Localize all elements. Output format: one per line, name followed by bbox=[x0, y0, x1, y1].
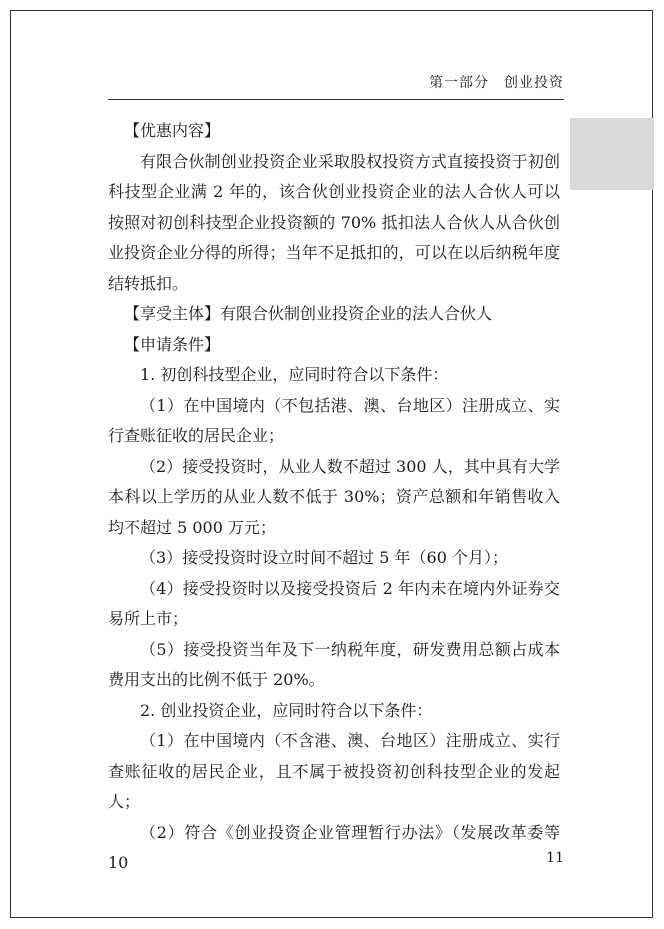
paragraph-benefit: 有限合伙制创业投资企业采取股权投资方式直接投资于初创科技型企业满 2 年的，该合伙创业投资企业的法人合伙人可以按照对初创科技型企业投资额的 70% 抵扣法人合伙人从合伙创业投资企业分得的所得；当年不足抵扣的，可以在以后纳税年度结转抵扣。 bbox=[108, 151, 560, 293]
condition-item: （5）接受投资当年及下一纳税年度，研发费用总额占成本费用支出的比例不低于 20%。 bbox=[108, 639, 560, 689]
condition-item: （3）接受投资时设立时间不超过 5 年（60 个月）； bbox=[140, 548, 508, 567]
condition-item: （2）接受投资时，从业人数不超过 300 人，其中具有大学本科以上学历的从业人数不低于 30%；资产总额和年销售收入均不超过 5 000 万元； bbox=[108, 456, 560, 537]
section-heading-benefit: 【优惠内容】 bbox=[124, 121, 221, 140]
condition-group-1: 1. 初创科技型企业，应同时符合以下条件： bbox=[140, 365, 449, 384]
condition-item: （1）在中国境内（不包括港、澳、台地区）注册成立、实行查账征收的居民企业； bbox=[108, 395, 560, 445]
condition-item: （2）符合《创业投资企业管理暂行办法》（发展改革委等 10 bbox=[108, 822, 560, 872]
condition-item: （1）在中国境内（不含港、澳、台地区）注册成立、实行查账征收的居民企业，且不属于被投资初创科技型企业的发起人； bbox=[108, 731, 560, 811]
running-head: 第一部分 创业投资 bbox=[429, 75, 564, 91]
condition-item: （4）接受投资时以及接受投资后 2 年内未在境内外证券交易所上市； bbox=[108, 578, 560, 628]
section-heading-beneficiary: 【享受主体】有限合伙制创业投资企业的法人合伙人 bbox=[124, 304, 493, 323]
section-heading-conditions: 【申请条件】 bbox=[124, 334, 221, 354]
header-rule bbox=[108, 99, 564, 100]
condition-group-2: 2. 创业投资企业，应同时符合以下条件： bbox=[140, 700, 433, 720]
body-text bbox=[108, 116, 560, 879]
page-number: 11 bbox=[546, 850, 564, 866]
chapter-side-tab bbox=[570, 118, 654, 190]
